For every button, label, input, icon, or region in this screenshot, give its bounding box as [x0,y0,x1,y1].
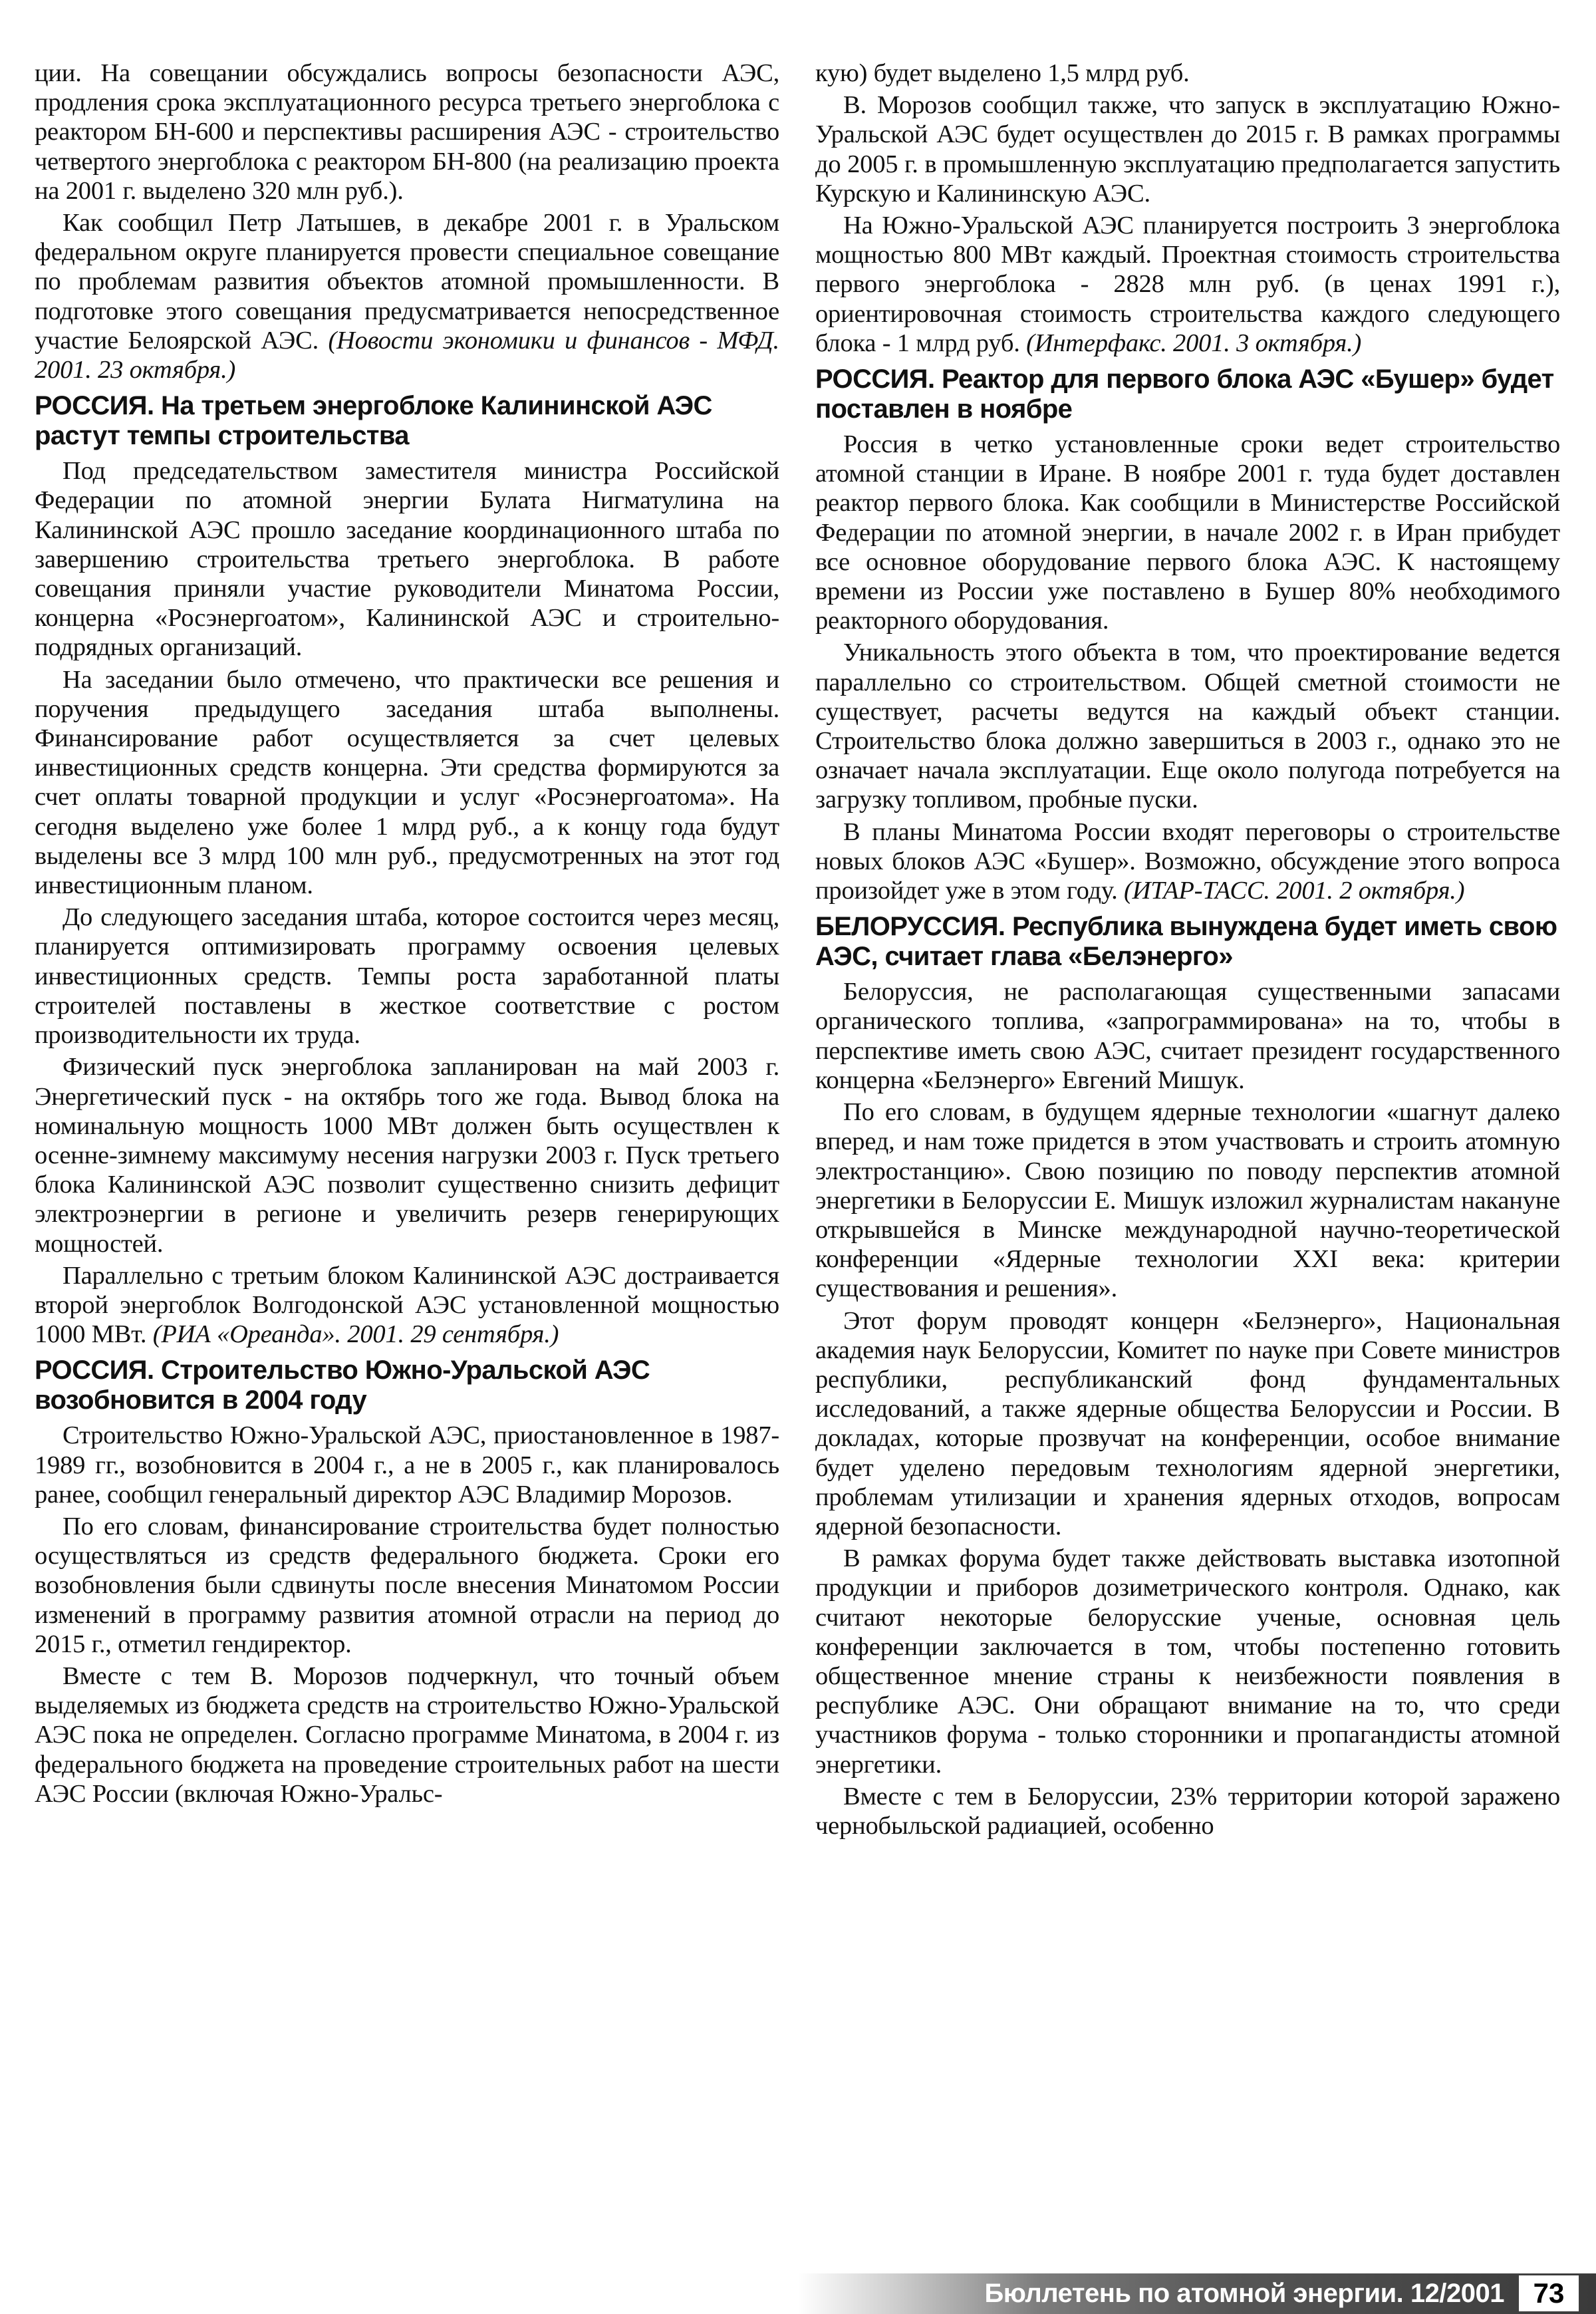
page-footer [798,2273,1596,2314]
paragraph-text: По его словам, в будущем ядерные технологии «шагнут далеко вперед, и нам тоже придется в этом участвовать и строить атомную электростанцию». Свою позицию по поводу перспектив атомной энергетики в Белоруссии Е. Мишук изложил журналистам накануне открывшейся в Минске международной научно-теоретической конференции «Ядерные технологии XXI века: критерии существования и решения». [815,1098,1560,1303]
paragraph-text: Физический пуск энергоблока запланирован на май 2003 г. Энергетический пуск - на октябрь того же года. Вывод блока на номинальную мощность 1000 МВт должен быть осуществлен к осенне-зимнему максимуму несения нагрузки 2003 г. Пуск третьего блока Калининской АЭС позволит существенно снизить дефицит электроэнергии в регионе и увеличить резерв генерирующих мощностей. [35,1053,779,1258]
paragraph-text: Параллельно с третьим блоком Калининской АЭС достраивается второй энергоблок Волгодонской АЭС установленной мощностью 1000 МВт. [35,1261,779,1349]
paragraph-text: В. Морозов сообщил также, что запуск в эксплуатацию Южно-Уральской АЭС будет осуществлен до 2015 г. В рамках программы до 2005 г. в промышленную эксплуатацию предполагается запустить Курскую и Калининскую АЭС. [815,91,1560,208]
paragraph-text: По его словам, финансирование строительства будет полностью осуществляться из средств федерального бюджета. Сроки его возобновления были сдвинуты после внесения Минатомом России изменений в программу развития атомной отрасли на период до 2015 г., отметил гендиректор. [35,1512,779,1658]
paragraph-text: На Южно-Уральской АЭС планируется построить 3 энергоблока мощностью 800 МВт каждый. Проектная стоимость строительства первого энергоблока - 2828 млн руб. (в ценах 1991 г.), ориентировочная стоимость строительства каждого следующего блока - 1 млрд руб. [815,212,1560,357]
right-column [815,59,1560,1843]
publication-title: Бюллетень по атомной энергии. 12/2001 [984,2279,1504,2308]
article-headline: РОССИЯ. Строительство Южно-Уральской АЭС возобновится в 2004 году [35,1356,650,1415]
article-paragraph [35,1512,779,1659]
paragraph-text: Россия в четко установленные сроки ведет строительство атомной станции в Иране. В ноябре 2001 г. туда будет доставлен реактор первого блока. Как сообщили в Министерстве Российской Федерации по атомной энергии, в начале 2002 г. в Иран прибудет все основное оборудование первого блока АЭС. К настоящему времени из России уже поставлено в Бушер 80% необходимого реакторного оборудования. [815,430,1560,635]
paragraph-text: Вместе с тем в Белоруссии, 23% территории которой заражено чернобыльской радиацией, особенно [815,1782,1560,1840]
paragraph-text: На заседании было отмечено, что практически все решения и поручения предыдущего заседания штаба выполнены. Финансирование работ осуществляется за счет целевых инвестиционных средств концерна. Эти средства формируются за счет оплаты товарной продукции и услуг «Росэнергоатома». На сегодня выделено уже более 1 млрд руб., а к концу года будут выделены все 3 млрд 100 млн руб., предусмотренных на этот год инвестиционным планом. [35,665,779,900]
paragraph-text: Как сообщил Петр Латышев, в декабре 2001 г. в Уральском федеральном округе планируется провести специальное совещание по проблемам развития объектов атомной промышленности. В подготовке этого совещания предусматривается непосредственное участие Белоярской АЭС. [35,209,779,355]
paragraph-text: ции. На совещании обсуждались вопросы безопасности АЭС, продления срока эксплуатационного ресурса третьего энергоблока с реактором БН-600 и перспективы расширения АЭС - строительство четвертого энергоблока с реактором БН-800 (на реализацию проекта на 2001 г. выделено 320 млн руб.). [35,59,779,205]
article-paragraph [35,456,779,662]
article-paragraph [35,1052,779,1258]
article-headline: РОССИЯ. Реактор для первого блока АЭС «Бушер» будет поставлен в ноябре [815,364,1554,424]
news-source-citation: (Новости экономики и финансов - МФД. 2001. 23 октября.) [35,326,779,384]
article-paragraph [815,977,1560,1095]
article-paragraph [815,817,1560,906]
news-source-citation: (Интерфакс. 2001. 3 октября.) [1026,329,1362,357]
paragraph-text: Белоруссия, не располагающая существенными запасами органического топлива, «запрограммирована» на то, чтобы в перспективе иметь свою АЭС, считает президент государственного концерна «Белэнерго» Евгений Мишук. [815,978,1560,1094]
article-headline: РОССИЯ. На третьем энергоблоке Калининской АЭС растут темпы строительства [35,391,712,451]
paragraph-text: Под председательством заместителя министра Российской Федерации по атомной энергии Булата Нигматулина на Калининской АЭС прошло заседание координационного штаба по завершению строительства третьего энергоблока. В работе совещания приняли участие руководители Минатома России, концерна «Росэнергоатом», Калининской АЭС и строительно-подрядных организаций. [35,457,779,662]
article-paragraph [815,90,1560,208]
article-paragraph [815,1782,1560,1840]
paragraph-text: В рамках форума будет также действовать выставка изотопной продукции и приборов дозиметрического контроля. Однако, как считают некоторые белорусские ученые, основная цель конференции заключается в том, чтобы постепенно готовить общественное мнение страны к неизбежности появления в республике АЭС. Они обращают внимание на то, что среди участников форума - только сторонники и пропагандисты атомной энергетики. [815,1544,1560,1779]
paragraph-text: Этот форум проводят концерн «Белэнерго», Национальная академия наук Белоруссии, Комитет по науке при Совете министров республики, республиканский фонд фундаментальных исследований, а также ядерные общества Белоруссии и России. В докладах, которые прозвучат на конференции, особое внимание будет уделено передовым технологиям ядерной энергетики, проблемам утилизации и хранения ядерных отходов, вопросам ядерной безопасности. [815,1306,1560,1540]
article-paragraph [815,1544,1560,1779]
left-column [35,59,779,1811]
paragraph-text: Вместе с тем В. Морозов подчеркнул, что точный объем выделяемых из бюджета средств на строительство Южно-Уральской АЭС пока не определен. Согласно программе Минатома, в 2004 г. из федерального бюджета на проведение строительных работ на шести АЭС России (включая Южно-Уральс- [35,1662,779,1808]
article-paragraph [35,1261,779,1350]
paragraph-text: Строительство Южно-Уральской АЭС, приостановленное в 1987-1989 гг., возобновится в 2004 г., а не в 2005 г., как планировалось ранее, сообщил генеральный директор АЭС Владимир Морозов. [35,1421,779,1509]
paragraph-text: В планы Минатома России входят переговоры о строительстве новых блоков АЭС «Бушер». Возможно, обсуждение этого вопроса произойдет уже в этом году. [815,817,1560,905]
article-paragraph [815,1097,1560,1303]
paragraph-text: До следующего заседания штаба, которое состоится через месяц, планируется оптимизировать программу освоения целевых инвестиционных средств. Темпы роста заработанной платы строителей поставлены в жесткое соответствие с ростом производительности их труда. [35,903,779,1050]
article-paragraph [35,208,779,384]
article-paragraph [815,430,1560,635]
article-paragraph [35,665,779,901]
article-paragraph [35,1662,779,1808]
article-headline: БЕЛОРУССИЯ. Республика вынуждена будет иметь свою АЭС, считает глава «Белэнерго» [815,912,1557,972]
article-paragraph [35,1421,779,1509]
article-paragraph [815,1306,1560,1542]
paragraph-text: кую) будет выделено 1,5 млрд руб. [815,59,1190,87]
news-source-citation: (ИТАР-ТАСС. 2001. 2 октября.) [1124,877,1465,905]
page-number: 73 [1519,2275,1579,2311]
article-paragraph [815,59,1560,88]
paragraph-text: Уникальность этого объекта в том, что проектирование ведется параллельно со строительством. Общей сметной стоимости не существует, расчеты ведутся на каждый объект станции. Строительство блока должно завершиться в 2003 г., однако это не означает начала эксплуатации. Еще около полугода потребуется на загрузку топливом, пробные пуски. [815,639,1560,814]
article-paragraph [35,903,779,1050]
article-paragraph [815,638,1560,814]
news-source-citation: (РИА «Ореанда». 2001. 29 сентября.) [152,1320,559,1349]
article-paragraph [35,59,779,206]
article-paragraph [815,211,1560,358]
